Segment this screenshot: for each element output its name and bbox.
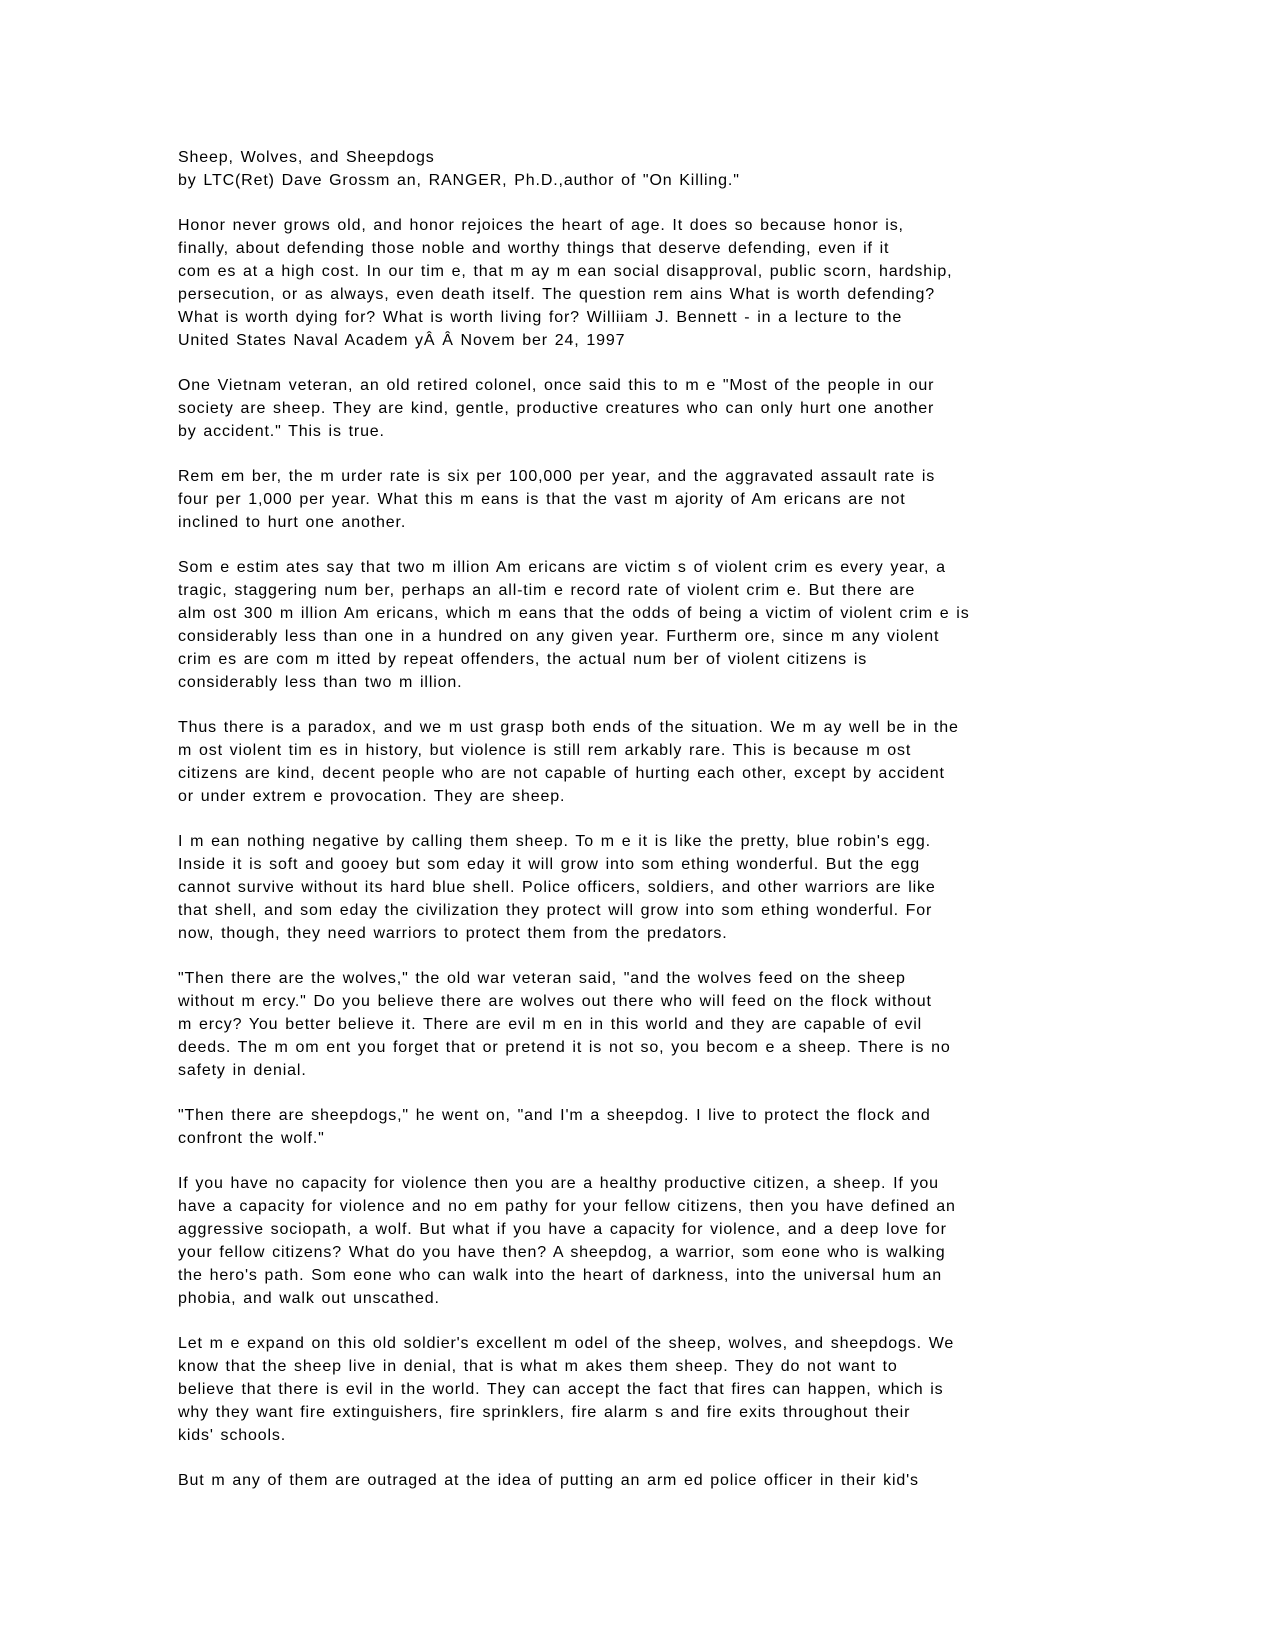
text-line: Thus there is a paradox, and we m ust grasp both ends of the situation. We m ay well be in the <box>178 719 959 736</box>
text-line: now, though, they need warriors to protect them from the predators. <box>178 925 728 942</box>
text-line: Let m e expand on this old soldier's excellent m odel of the sheep, wolves, and sheepdogs. We <box>178 1335 955 1352</box>
text-line: believe that there is evil in the world. They can accept the fact that fires can happen, which is <box>178 1381 944 1398</box>
text-line: Som e estim ates say that two m illion Am ericans are victim s of violent crim es every year, a <box>178 559 946 576</box>
text-line: considerably less than one in a hundred on any given year. Furtherm ore, since m any violent <box>178 628 940 645</box>
text-line: Honor never grows old, and honor rejoices the heart of age. It does so because honor is, <box>178 217 904 234</box>
text-line: that shell, and som eday the civilization they protect will grow into som ething wonderful. For <box>178 902 933 919</box>
paragraph <box>178 556 1038 694</box>
text-line: "Then there are the wolves," the old war veteran said, "and the wolves feed on the sheep <box>178 970 906 987</box>
text-line: Rem em ber, the m urder rate is six per 100,000 per year, and the aggravated assault rate is <box>178 468 936 485</box>
text-line: What is worth dying for? What is worth living for? Williiam J. Bennett - in a lecture to the <box>178 309 903 326</box>
text-line: know that the sheep live in denial, that is what m akes them sheep. They do not want to <box>178 1358 898 1375</box>
text-line: com es at a high cost. In our tim e, that m ay m ean social disapproval, public scorn, hardship, <box>178 263 953 280</box>
text-line: m ercy? You better believe it. There are evil m en in this world and they are capable of evil <box>178 1016 923 1033</box>
text-line: or under extrem e provocation. They are sheep. <box>178 788 566 805</box>
text-line: But m any of them are outraged at the idea of putting an arm ed police officer in their kid's <box>178 1472 919 1489</box>
text-line: alm ost 300 m illion Am ericans, which m eans that the odds of being a victim of violent crim e is <box>178 605 970 622</box>
text-line: persecution, or as always, even death itself. The question rem ains What is worth defending? <box>178 286 936 303</box>
text-line: United States Naval Academ yÂ Â Novem ber 24, 1997 <box>178 332 626 349</box>
text-line: have a capacity for violence and no em pathy for your fellow citizens, then you have defined an <box>178 1198 956 1215</box>
text-line: society are sheep. They are kind, gentle, productive creatures who can only hurt one another <box>178 400 935 417</box>
paragraph <box>178 465 1038 534</box>
text-line: without m ercy." Do you believe there are wolves out there who will feed on the flock without <box>178 993 932 1010</box>
text-line: "Then there are sheepdogs," he went on, "and I'm a sheepdog. I live to protect the flock and <box>178 1107 931 1124</box>
paragraph <box>178 967 1038 1082</box>
document-header <box>178 146 1038 192</box>
text-line: finally, about defending those noble and worthy things that deserve defending, even if it <box>178 240 890 257</box>
document-content <box>178 146 1038 1514</box>
text-line: citizens are kind, decent people who are not capable of hurting each other, except by accident <box>178 765 945 782</box>
text-line: inclined to hurt one another. <box>178 514 407 531</box>
paragraph <box>178 830 1038 945</box>
text-line: aggressive sociopath, a wolf. But what if you have a capacity for violence, and a deep love for <box>178 1221 947 1238</box>
text-line: the hero's path. Som eone who can walk into the heart of darkness, into the universal hum an <box>178 1267 943 1284</box>
byline: by LTC(Ret) Dave Grossm an, RANGER, Ph.D.,author of "On Killing." <box>178 172 740 189</box>
paragraph <box>178 716 1038 808</box>
text-line: considerably less than two m illion. <box>178 674 463 691</box>
text-line: Inside it is soft and gooey but som eday it will grow into som ething wonderful. But the egg <box>178 856 920 873</box>
text-line: kids' schools. <box>178 1427 287 1444</box>
text-line: I m ean nothing negative by calling them sheep. To m e it is like the pretty, blue robin's egg. <box>178 833 931 850</box>
text-line: deeds. The m om ent you forget that or pretend it is not so, you becom e a sheep. There is no <box>178 1039 951 1056</box>
paragraph <box>178 1104 1038 1150</box>
text-line: by accident." This is true. <box>178 423 385 440</box>
paragraph <box>178 374 1038 443</box>
document-body <box>178 214 1038 1492</box>
paragraph <box>178 1172 1038 1310</box>
page-title: Sheep, Wolves, and Sheepdogs <box>178 149 435 166</box>
text-line: why they want fire extinguishers, fire sprinklers, fire alarm s and fire exits throughout their <box>178 1404 911 1421</box>
text-line: One Vietnam veteran, an old retired colonel, once said this to m e "Most of the people in our <box>178 377 935 394</box>
text-line: confront the wolf." <box>178 1130 325 1147</box>
text-line: safety in denial. <box>178 1062 307 1079</box>
paragraph <box>178 1332 1038 1447</box>
text-line: If you have no capacity for violence then you are a healthy productive citizen, a sheep. If you <box>178 1175 939 1192</box>
text-line: crim es are com m itted by repeat offenders, the actual num ber of violent citizens is <box>178 651 868 668</box>
paragraph <box>178 214 1038 352</box>
text-line: four per 1,000 per year. What this m eans is that the vast m ajority of Am ericans are not <box>178 491 906 508</box>
text-line: phobia, and walk out unscathed. <box>178 1290 440 1307</box>
text-line: tragic, staggering num ber, perhaps an all-tim e record rate of violent crim e. But there are <box>178 582 916 599</box>
text-line: cannot survive without its hard blue shell. Police officers, soldiers, and other warriors are like <box>178 879 936 896</box>
paragraph <box>178 1469 1038 1492</box>
text-line: your fellow citizens? What do you have then? A sheepdog, a warrior, som eone who is walking <box>178 1244 946 1261</box>
text-line: m ost violent tim es in history, but violence is still rem arkably rare. This is because m ost <box>178 742 912 759</box>
